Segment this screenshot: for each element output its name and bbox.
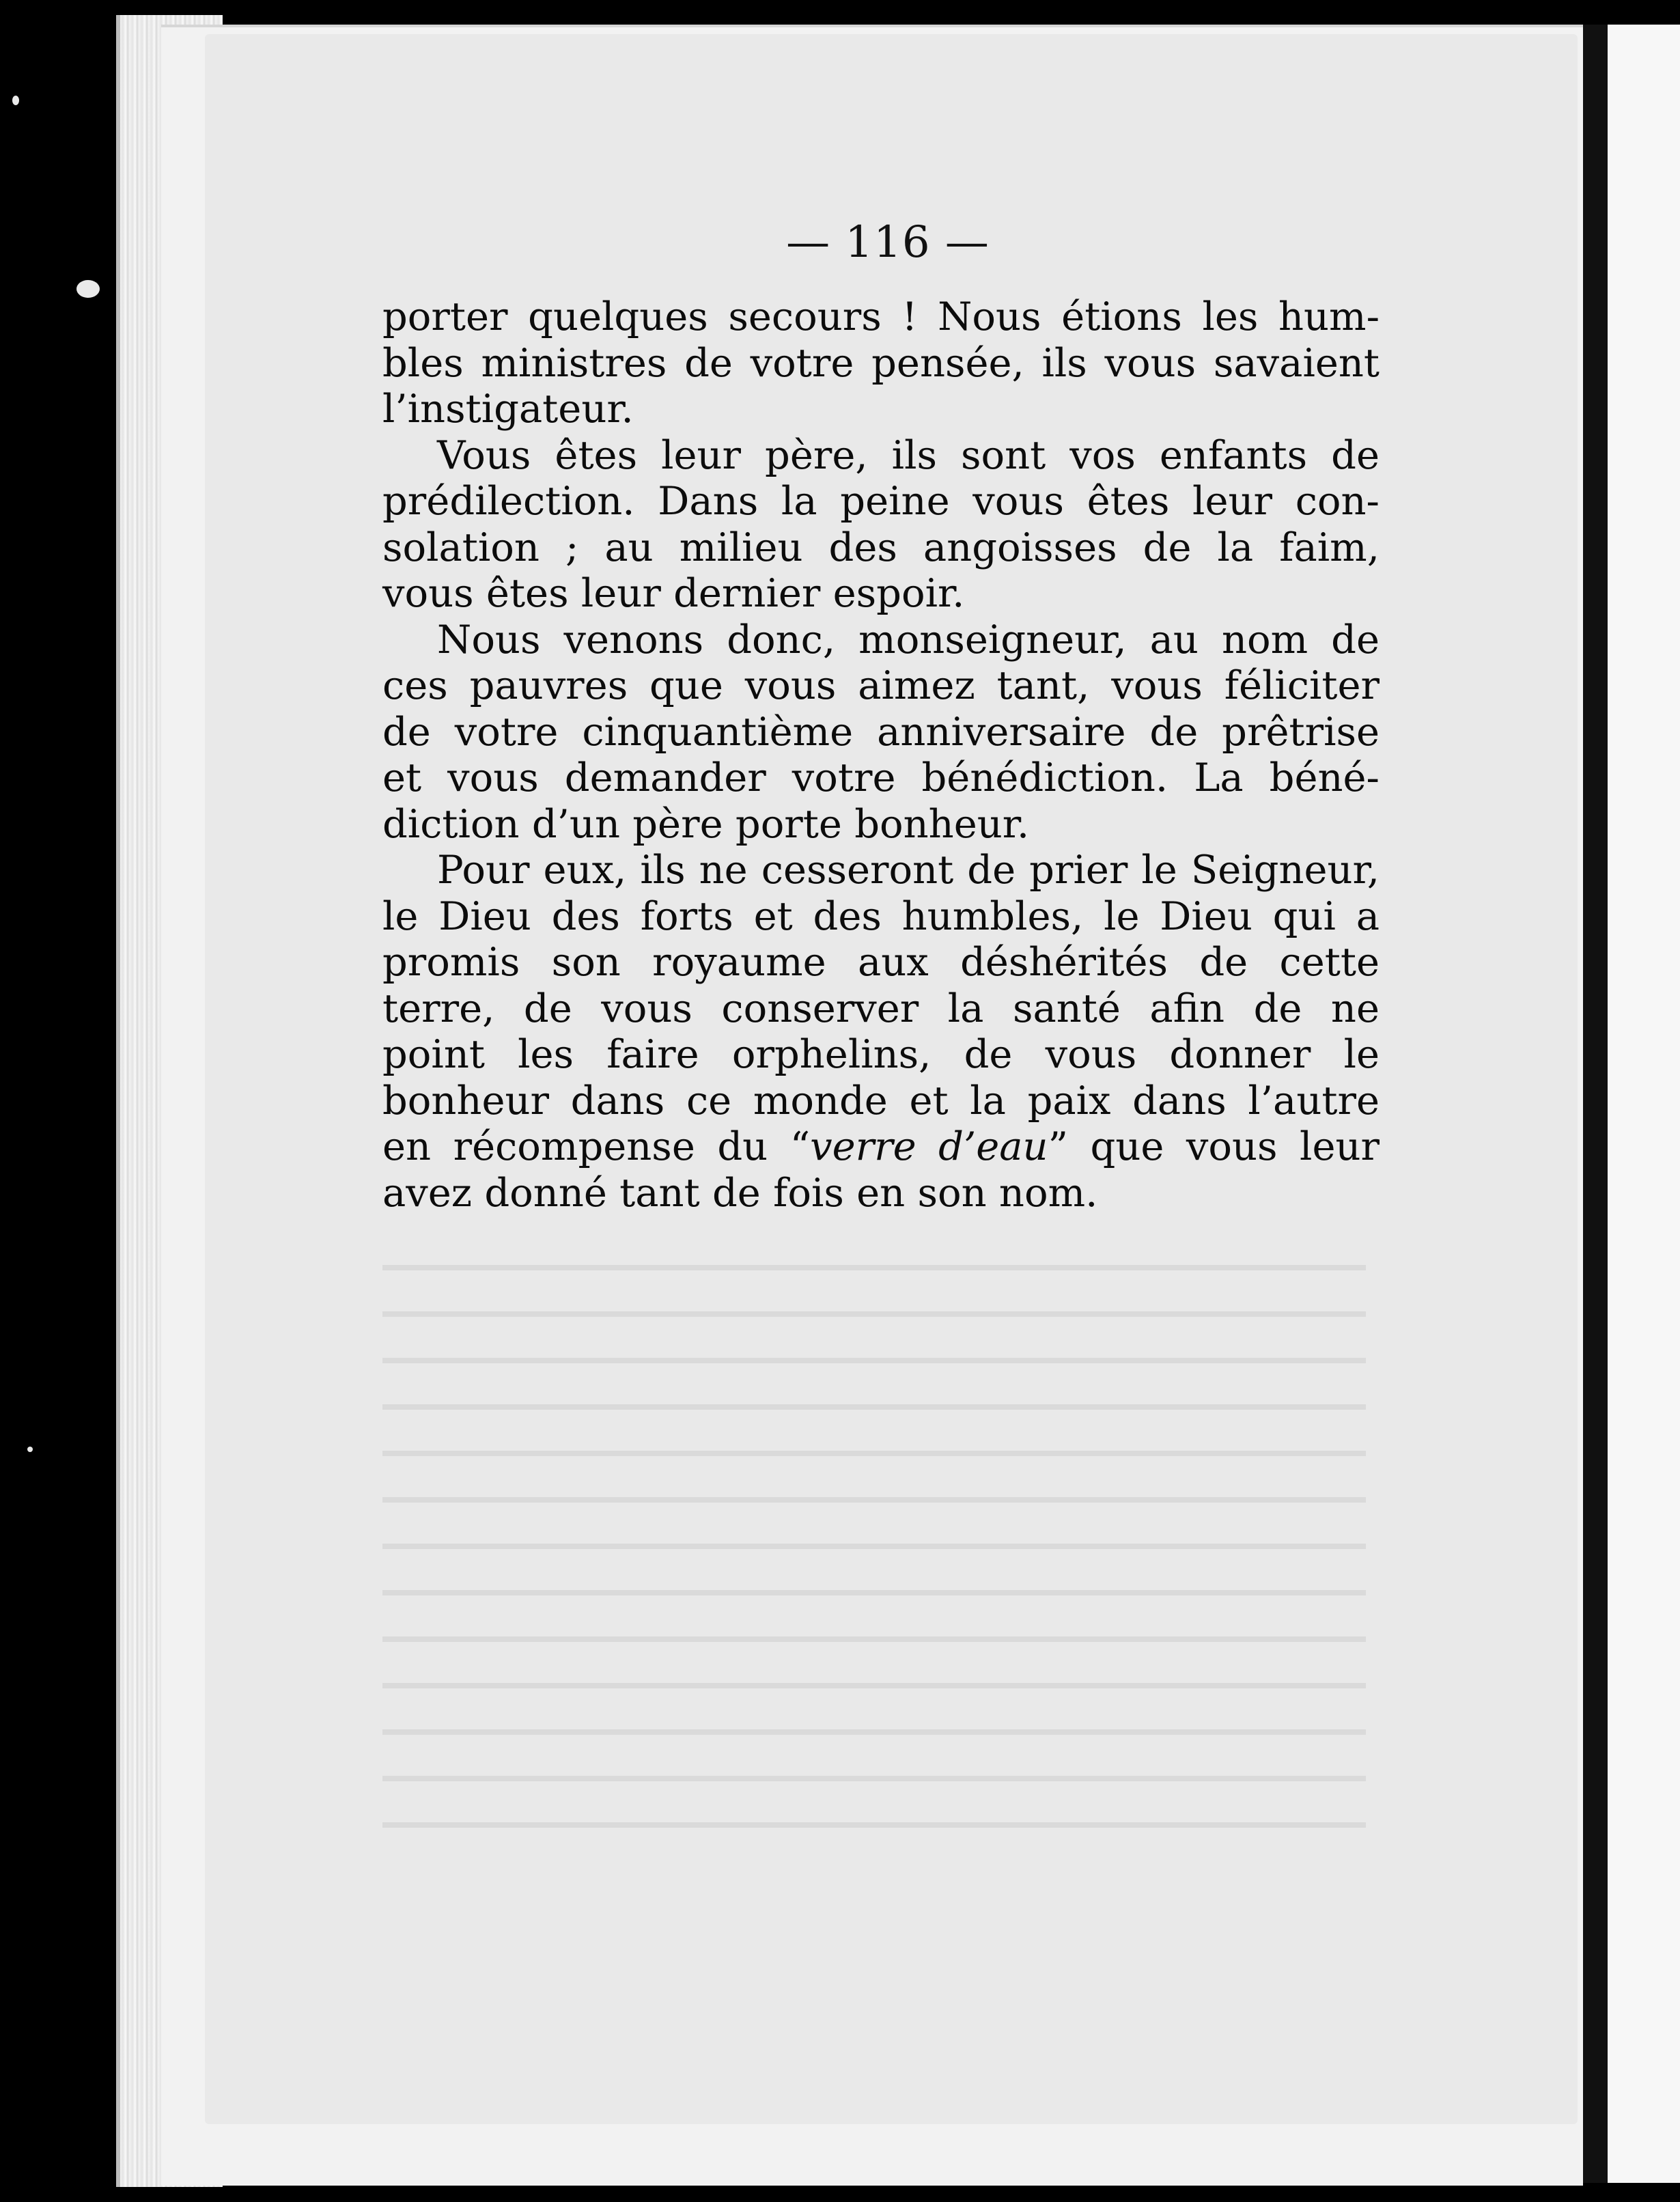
paper-speck [12,96,19,105]
text-line: de votre cinquantième anniversaire de prêtrise [382,708,1380,755]
paper-speck [76,280,100,298]
text-line: bles ministres de votre pensée, ils vous savaient [382,339,1380,386]
text-line: bonheur dans ce monde et la paix dans l’autre [382,1077,1380,1124]
text-fragment: en récompense du “ [382,1124,811,1169]
body-text [382,294,1380,1216]
paragraph-4 [382,847,1380,1216]
text-line: Pour eux, ils ne cesseront de prier le Seigneur, [437,847,1380,893]
facing-page-edge [1608,25,1680,2183]
text-line [382,1124,1380,1170]
text-line: vous êtes leur dernier espoir. [382,570,965,616]
text-fragment: ” que vous leur [1048,1124,1380,1169]
text-line: ces pauvres que vous aimez tant, vous féliciter [382,663,1380,708]
text-line: solation ; au milieu des angoisses de la faim, [382,524,1380,570]
text-line: promis son royaume aux déshérités de cette [382,939,1380,985]
book-binding-gutter [1583,25,1608,2183]
text-line: Vous êtes leur père, ils sont vos enfants de [437,432,1380,478]
page-number: — 116 — [786,217,990,268]
paragraph-1 [382,294,1380,432]
text-line: point les faire orphelins, de vous donner le [382,1031,1380,1077]
italic-phrase: verre d’eau [810,1124,1048,1169]
text-line: prédilection. Dans la peine vous êtes leur con- [382,478,1380,524]
text-line: l’instigateur. [382,386,634,432]
text-line: terre, de vous conserver la santé afin de ne [382,985,1380,1031]
reverse-side-bleed-through [382,1229,1366,1858]
text-line: diction d’un père porte bonheur. [382,800,1030,847]
paragraph-3 [382,617,1380,848]
text-line: Nous venons donc, monseigneur, au nom de [437,616,1380,663]
text-line: porter quelques secours ! Nous étions les hum- [382,294,1380,339]
paragraph-2 [382,432,1380,617]
text-line: et vous demander votre bénédiction. La béné- [382,755,1380,800]
paper-speck [27,1447,33,1452]
text-line: avez donné tant de fois en son nom. [382,1169,1098,1216]
text-line: le Dieu des forts et des humbles, le Dieu qui a [382,893,1380,939]
